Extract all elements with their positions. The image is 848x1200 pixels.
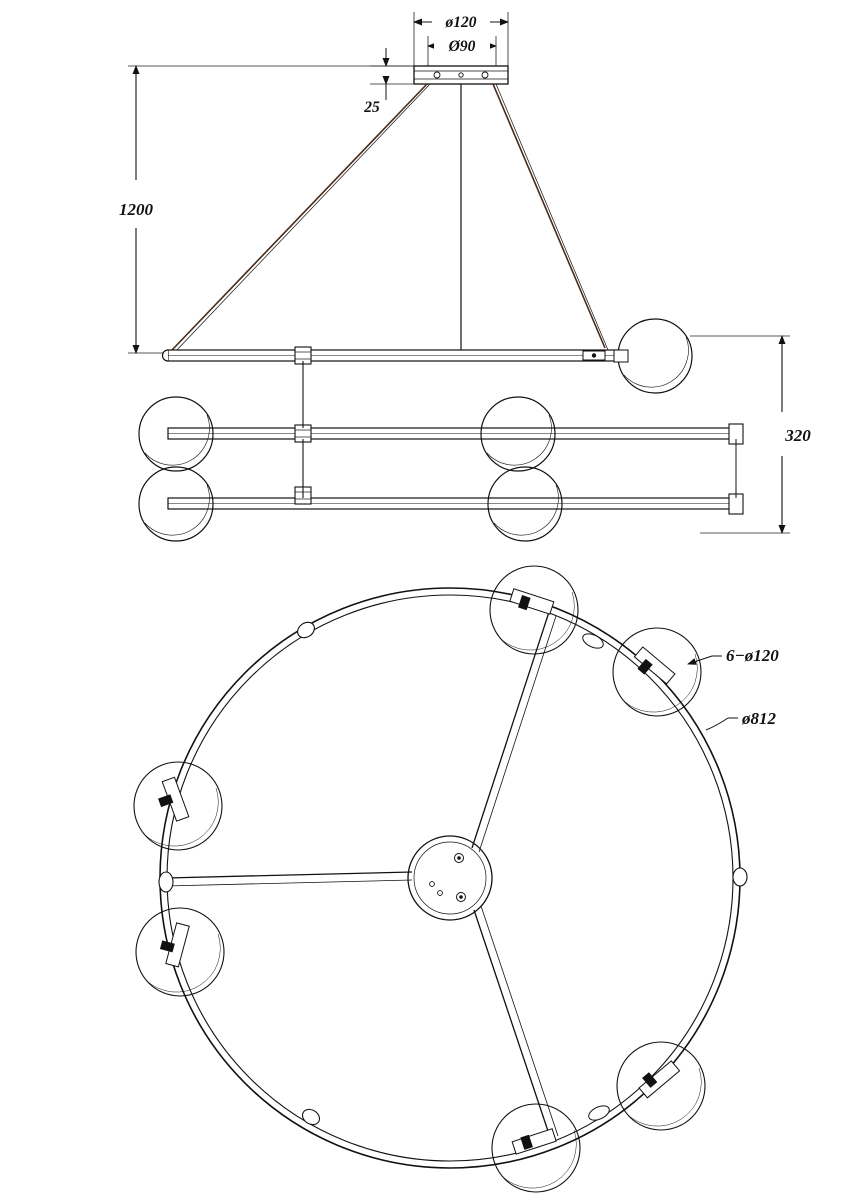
suspension-cables	[172, 84, 608, 352]
globe-top-right	[614, 319, 692, 393]
ring-diameter-leader	[706, 709, 777, 730]
dim-canopy-outer: ø120	[445, 14, 477, 31]
dim-canopy-thickness: 25	[364, 99, 380, 116]
plan-globe-top	[490, 566, 578, 654]
globe-count-leader	[688, 646, 779, 665]
dim-body-height: 320	[785, 426, 811, 445]
ceiling-canopy	[414, 66, 508, 84]
rod-top	[163, 347, 621, 364]
center-hub	[408, 836, 492, 920]
dim-globe-count: 6−ø120	[726, 646, 779, 665]
canopy-dimensions	[414, 12, 508, 68]
plan-globe-bottom	[492, 1104, 580, 1192]
fixture-elevation	[139, 319, 743, 541]
dim-drop-length: 1200	[119, 200, 153, 219]
plan-globe-lower-right	[617, 1042, 705, 1130]
rod-bottom	[168, 439, 743, 514]
elevation-view	[119, 12, 811, 541]
dim-canopy-inner: Ø90	[448, 38, 476, 55]
plan-view	[134, 566, 779, 1192]
plan-globe-upper-right	[613, 628, 701, 716]
rod-middle	[168, 424, 743, 444]
dim-ring-diameter: ø812	[742, 709, 776, 728]
